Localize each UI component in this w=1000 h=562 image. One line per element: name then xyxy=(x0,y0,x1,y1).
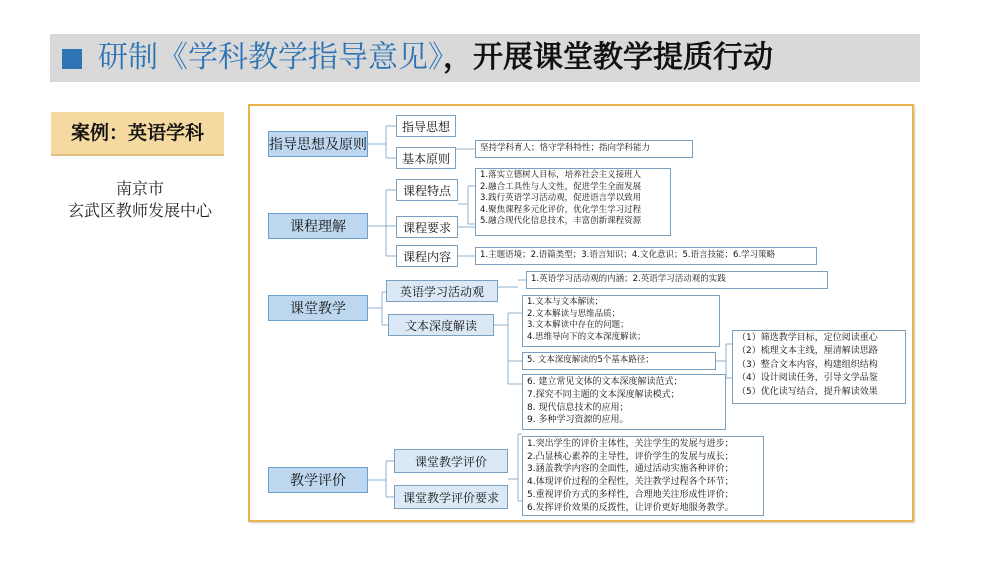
node-text-reading: 文本深度解读 xyxy=(388,314,494,336)
case-label: 案例：英语学科 xyxy=(51,112,224,156)
text-line: 5. 文本深度解读的5个基本路径； xyxy=(527,355,654,366)
text-line: 6. 建立常见文体的文本深度解读范式； xyxy=(527,377,683,387)
node-evaluation-requirements: 课堂教学评价要求 xyxy=(394,485,508,509)
title-square-icon xyxy=(62,49,82,69)
page-title xyxy=(98,40,773,76)
node-evaluation: 教学评价 xyxy=(268,467,368,493)
text-line: （3）整合文本内容，构建组织结构 xyxy=(737,359,878,370)
text-line: 9. 多种学习资源的应用。 xyxy=(527,415,629,426)
text-line: 2.凸显核心素养的主导性，评价学生的发展与成长； xyxy=(527,451,734,462)
text-line: 4.思维导向下的文本深度解读； xyxy=(527,331,646,342)
node-class-evaluation: 课堂教学评价 xyxy=(394,449,508,473)
text-line: 5.重视评价方式的多样性，合理地关注形成性评价； xyxy=(527,489,734,500)
text-line: （5）优化读写结合，提升解读效果 xyxy=(737,386,878,397)
text-line: （2）梳理文本主线，厘清解读思路 xyxy=(737,346,878,357)
text-evaluation-requirements xyxy=(522,436,764,516)
organization-name: 玄武区教师发展中心 xyxy=(67,201,212,220)
text-line: 1.落实立德树人目标，培养社会主义接班人 xyxy=(480,170,642,180)
text-course-content xyxy=(475,247,817,265)
text-line: 4.聚焦课程多元化评价，优化学生学习过程 xyxy=(480,204,642,215)
node-guiding-thought: 指导思想 xyxy=(396,115,456,137)
text-line: 坚持学科育人；恪守学科特性；指向学科能力 xyxy=(480,143,651,154)
node-principles: 指导思想及原则 xyxy=(268,131,368,157)
node-activity-view: 英语学习活动观 xyxy=(386,280,498,302)
text-line: （1）筛选教学目标，定位阅读重心 xyxy=(737,333,878,343)
node-classroom: 课堂教学 xyxy=(268,295,368,321)
node-course-requirements: 课程要求 xyxy=(396,216,458,238)
text-basic-principles xyxy=(475,140,693,158)
text-line: 8. 现代信息技术的应用； xyxy=(527,402,629,413)
title-bar xyxy=(50,34,920,82)
text-line: 4.体现评价过程的全程性，关注教学过程各个环节； xyxy=(527,477,734,488)
node-basic-principles: 基本原则 xyxy=(396,147,456,169)
text-line: 1.文本与文本解读； xyxy=(527,297,604,307)
title-part1: 研制《学科教学指导意见》 xyxy=(98,40,443,75)
text-reading-part-b xyxy=(522,352,716,370)
text-line: 1.英语学习活动观的内涵；2.英语学习活动观的实践 xyxy=(531,274,726,285)
text-line: 1.主题语境；2.语篇类型；3.语言知识；4.文化意识；5.语言技能；6.学习策略 xyxy=(480,250,776,261)
text-line: 7.探究不同主题的文本深度解读模式； xyxy=(527,389,680,400)
text-line: 3.文本解读中存在的问题； xyxy=(527,320,629,331)
text-line: 1.突出学生的评价主体性，关注学生的发展与进步； xyxy=(527,439,734,449)
text-activity-view xyxy=(526,271,828,289)
text-line: （4）设计阅读任务，引导文学品鉴 xyxy=(737,373,878,384)
text-reading-paths xyxy=(732,330,906,404)
title-part2: ，开展课堂教学提质行动 xyxy=(443,40,773,75)
text-reading-part-a xyxy=(522,295,720,347)
text-line: 3.践行英语学习活动观，促进语言学以致用 xyxy=(480,193,642,204)
text-reading-part-c xyxy=(522,374,726,430)
text-line: 6.发挥评价效果的反拨性，让评价更好地服务教学。 xyxy=(527,502,734,513)
node-course-content: 课程内容 xyxy=(396,245,458,267)
text-course-requirements xyxy=(475,168,671,236)
organization xyxy=(40,178,240,222)
mind-map xyxy=(248,104,914,522)
text-line: 2.文本解读与思维品质； xyxy=(527,308,621,319)
text-line: 3.涵盖教学内容的全面性，通过活动实施各种评价； xyxy=(527,464,734,475)
node-curriculum: 课程理解 xyxy=(268,213,368,239)
text-line: 5.融合现代化信息技术，丰富创新课程资源 xyxy=(480,216,642,227)
node-course-features: 课程特点 xyxy=(396,179,458,201)
organization-city: 南京市 xyxy=(115,179,164,198)
text-line: 2.融合工具性与人文性，促进学生全面发展 xyxy=(480,181,642,192)
